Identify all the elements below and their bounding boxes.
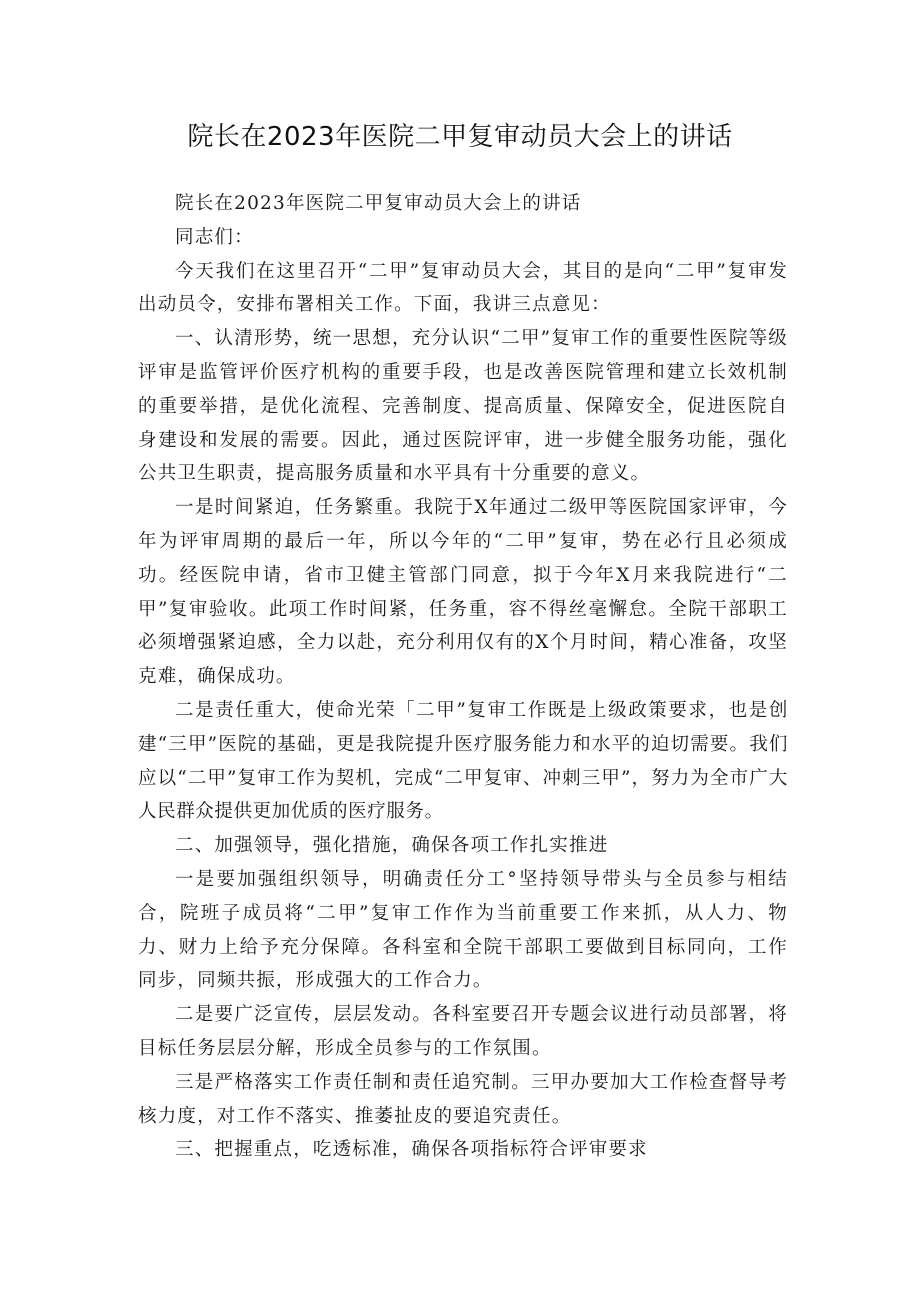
paragraph-salutation: 同志们： <box>175 226 254 248</box>
document-body <box>138 187 788 1167</box>
paragraph: 三是严格落实工作责任制和责任追究制。三甲办要加大工作检查督导考核力度，对工作不落实、推萎扯皮的要追究责任。 <box>138 1071 788 1127</box>
paragraph-subtitle: 院长在2023年医院二甲复审动员大会上的讲话 <box>175 193 582 214</box>
paragraph: 一是时间紧迫，任务繁重。我院于X年通过二级甲等医院国家评审，今年为评审周期的最后一年，所以今年的“二甲”复审，势在必行且必须成功。经医院申请，省市卫健主管部门同意，拟于今年X月来我院进行“二甲”复审验收。此项工作时间紧，任务重，容不得丝毫懈怠。全院干部职工必须增强紧迫感，全力以赴，充分利用仅有的X个月时间，精心准备，攻坚克难，确保成功。 <box>138 497 788 688</box>
paragraph: 二是要广泛宣传，层层发动。各科室要召开专题会议进行动员部署，将目标任务层层分解，形成全员参与的工作氛围。 <box>138 1004 788 1059</box>
paragraph-section-two: 二、加强领导，强化措施，确保各项工作扎实推进 <box>175 835 609 857</box>
paragraph: 二是责任重大，使命光荣「二甲”复审工作既是上级政策要求，也是创建“三甲”医院的基础，更是我院提升医疗服务能力和水平的迫切需要。我们应以“二甲”复审工作为契机，完成“二甲复审、冲刺三甲”，努力为全市广大人民群众提供更加优质的医疗服务。 <box>138 699 788 823</box>
paragraph: 今天我们在这里召开“二甲”复审动员大会，其目的是向“二甲”复审发出动员令，安排布署相关工作。下面，我讲三点意见： <box>138 260 788 316</box>
document-title: 院长在2023年医院二甲复审动员大会上的讲话 <box>187 122 733 152</box>
paragraph-section-three: 三、把握重点，吃透标准，确保各项指标符合评审要求 <box>175 1139 648 1161</box>
paragraph: 一是要加强组织领导，明确责任分工°坚持领导带头与全员参与相结合，院班子成员将“二甲”复审工作作为当前重要工作来抓，从人力、物力、财力上给予充分保障。各科室和全院干部职工要做到目标同向，工作同步，同频共振，形成强大的工作合力。 <box>138 868 788 992</box>
paragraph-section-one: 一、认清形势，统一思想，充分认识“二甲”复审工作的重要性医院等级评审是监管评价医疗机构的重要手段，也是改善医院管理和建立长效机制的重要举措，是优化流程、完善制度、提高质量、保障安全，促进医院自身建设和发展的需要。因此，通过医院评审，进一步健全服务功能，强化公共卫生职责，提高服务质量和水平具有十分重要的意义。 <box>138 328 788 485</box>
